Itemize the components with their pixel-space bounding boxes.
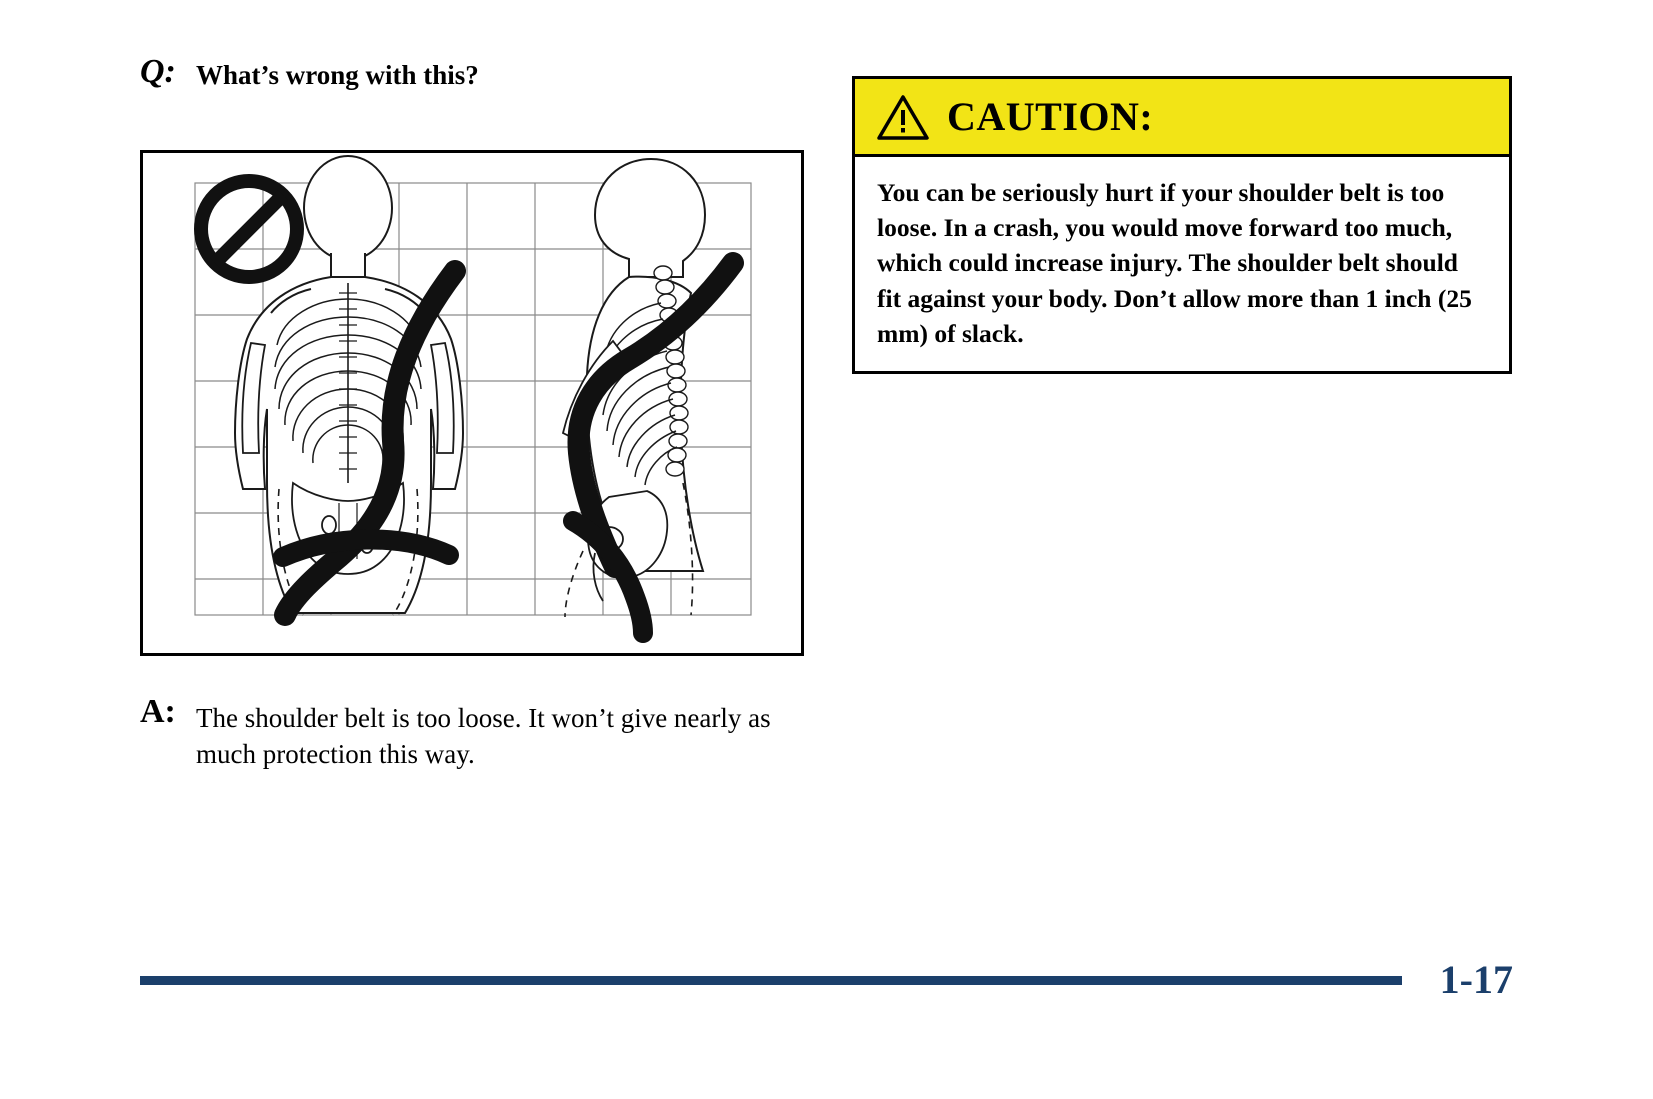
answer-text: The shoulder belt is too loose. It won’t give nearly as much protection this way. <box>196 703 771 770</box>
question-row <box>140 55 810 91</box>
caution-header <box>855 79 1509 157</box>
no-symbol-icon <box>201 181 297 277</box>
answer-marker: A: <box>140 693 176 730</box>
illustration-frame <box>140 150 804 656</box>
caution-title: CAUTION: <box>947 93 1154 139</box>
question-marker: Q: <box>140 53 176 90</box>
answer-block <box>140 695 820 773</box>
skeleton-seat-belt-illustration <box>143 153 795 647</box>
warning-triangle-icon <box>877 94 929 140</box>
footer-rule <box>140 976 1402 983</box>
caution-body-text: You can be seriously hurt if your shoulder belt is too loose. In a crash, you would move forward too much, which could increase injury. The shoulder belt should fit against your body. Don’t allow more than 1 inch (25 mm) of slack. <box>877 178 1472 348</box>
caution-box <box>852 76 1512 374</box>
question-text: What’s wrong with this? <box>196 60 479 90</box>
answer-row <box>140 695 820 773</box>
left-column <box>140 53 810 770</box>
page-number: 1-17 <box>1439 957 1513 1002</box>
